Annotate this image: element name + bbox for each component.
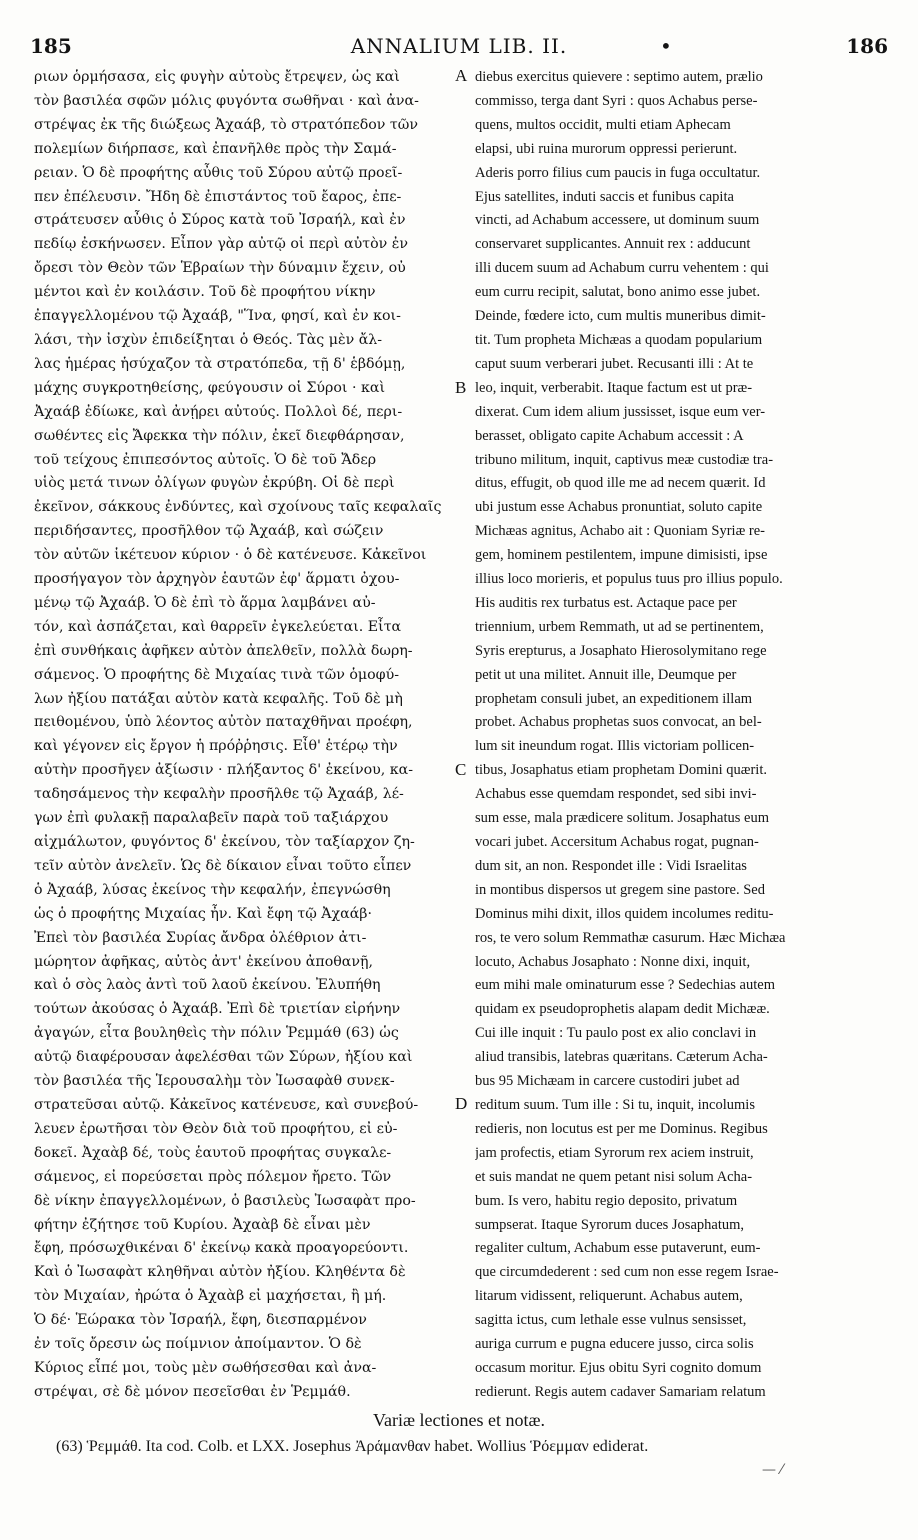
greek-line: αὐτὴν προσῆγεν ἀξίωσιν · πλήξαντος δ' ἐκείνου, κα-	[34, 762, 414, 779]
greek-line: λάσι, τὴν ἰσχὺν ἐπιδείξηται ὁ Θεός. Τὰς μὲν ἄλ-	[34, 331, 383, 348]
latin-line: Syris erepturus, a Josaphato Hierosolymitano rege	[475, 642, 767, 659]
greek-line: πολεμίων διήρπασε, καὶ ἐπανῆλθε πρὸς τὴν Σαμά-	[34, 140, 397, 157]
greek-line: δοκεῖ. Ἀχαὰβ δέ, τοὺς ἑαυτοῦ προφήτας συγκαλε-	[34, 1144, 392, 1161]
latin-line: quens, multos occidit, multi etiam Aphecam	[475, 116, 731, 133]
latin-line: Deinde, fœdere icto, cum multis muneribus dimit-	[475, 308, 766, 325]
greek-line: μώρητον ἀφῆκας, αὐτὸς ἀντ' ἐκείνου ἀποθανῇ,	[34, 953, 373, 970]
latin-line: dum sit, an non. Respondet ille : Vidi Israelitas	[475, 857, 747, 874]
greek-line: στράτευσεν αὖθις ὁ Σύρος κατὰ τοῦ Ἰσραήλ, καὶ ἐν	[34, 212, 406, 229]
latin-line: ros, te vero solum Remmathæ casurum. Hæc Michæa	[475, 929, 786, 946]
greek-line: λων ἠξίου πατάξαι αὐτὸν κατὰ κεφαλῆς. Τοῦ δὲ μὴ	[34, 690, 403, 707]
greek-line: ρειαν. Ὁ δὲ προφήτης αὖθις τοῦ Σύρου αὐτῷ προεῖ-	[34, 164, 403, 181]
greek-line: σωθέντες εἰς Ἄφεκκα τὴν πόλιν, ἐκεῖ διεφθάρησαν,	[34, 427, 405, 444]
greek-line: ὡς ὁ προφήτης Μιχαίας ἦν. Καὶ ἔφη τῷ Ἀχαάβ·	[34, 905, 372, 922]
latin-line: sagitta ictus, cum lethale esse vulnus sensisset,	[475, 1312, 747, 1329]
page-number-right: 186	[846, 34, 888, 58]
greek-line: φήτην ἐζήτησε τοῦ Κυρίου. Ἀχαὰβ δὲ εἶναι μὲν	[34, 1216, 371, 1233]
latin-line: jam profectis, etiam Syrorum rex aciem instruit,	[475, 1144, 754, 1161]
latin-line: illi ducem suum ad Achabum curru vehentem : qui	[475, 260, 769, 277]
latin-line: redierunt. Regis autem cadaver Samariam relatum	[475, 1383, 766, 1400]
greek-line: προσήγαγον τὸν ἀρχηγὸν ἑαυτῶν ἐφ' ἅρματι ὀχου-	[34, 571, 400, 588]
section-marker-b: B	[455, 378, 467, 397]
greek-line: τοῦ τείχους ἐπιπεσόντος αὐτοῖς. Ὁ δὲ τοῦ Ἄδερ	[34, 451, 377, 468]
latin-line: sum esse, mala prædicere solitum. Josaphatus eum	[475, 810, 769, 827]
latin-line: commisso, terga dant Syri : quos Achabus perse-	[475, 92, 758, 109]
latin-line: caput suum verberari jubet. Recusanti illi : At te	[475, 355, 754, 372]
latin-line: sumpserat. Itaque Syrorum duces Josaphatum,	[475, 1216, 745, 1233]
greek-line: ἐπαγγελλομένου τῷ Ἀχαάβ, "Ἵνα, φησί, καὶ ἐν κοι-	[34, 308, 401, 325]
greek-line: στρατεῦσαι αὐτῷ. Κἀκεῖνος κατένευσε, καὶ συνεβού-	[34, 1096, 419, 1113]
latin-line: tit. Tum propheta Michæas a quodam popularium	[475, 331, 763, 348]
greek-line: αἰχμάλωτον, φυγόντος δ' ἐκείνου, τὸν ταξίαρχον ζη-	[34, 834, 415, 850]
greek-line: υἱὸς μετά τινων ὀλίγων φυγὼν ἐκρύβη. Οἱ δὲ περὶ	[34, 475, 395, 492]
latin-line: auriga currum e pugna educere jusso, circa solis	[475, 1336, 754, 1353]
greek-line: ριων ὁρμήσασα, εἰς φυγὴν αὐτοὺς ἔτρεψεν, ὡς καὶ	[34, 69, 400, 85]
latin-line: illius loco morieris, et populus tuus pro illius populo.	[475, 571, 783, 588]
greek-line: λευεν ἐρωτῆσαι τὸν Θεὸν διὰ τοῦ προφήτου, εἰ εὐ-	[34, 1120, 398, 1137]
latin-line: Achabus esse quemdam respondet, sed sibi invi-	[475, 786, 757, 803]
latin-line: in montibus dispersos ut gregem sine pastore. Sed	[475, 881, 765, 898]
latin-line: redieris, non locutus est per me Dominus. Regibus	[475, 1120, 768, 1137]
latin-line: Cui ille inquit : Tu paulo post ex alio conclavi in	[475, 1025, 757, 1042]
section-marker-d: D	[455, 1094, 468, 1113]
latin-line: dixerat. Cum idem alium jussisset, isque eum ver-	[475, 403, 766, 420]
greek-line: γων ἐπὶ φυλακῇ παραλαβεῖν παρὰ τοῦ ταξιάρχου	[34, 810, 389, 827]
latin-line: triennium, urbem Remmath, ut ad se pertinentem,	[475, 618, 764, 635]
latin-line: eum mihi male ominaturum esse ? Sedechias autem	[475, 977, 775, 994]
latin-line: et suis mandat ne quem petant nisi solum Acha-	[475, 1168, 753, 1185]
greek-line: Ἀχαάβ ἐδίωκε, καὶ ἀνῄρει αὐτούς. Πολλοὶ δέ, περι-	[34, 403, 403, 420]
footnote-mark: — ⁄	[762, 1462, 783, 1478]
greek-line: στρέψας ἐκ τῆς διώξεως Ἀχαάβ, τὸ στρατόπεδον τῶν	[34, 116, 418, 133]
greek-line: Ἐπεὶ τὸν βασιλέα Συρίας ἄνδρα ὀλέθριον ἀτι-	[34, 929, 367, 946]
latin-line: litarum vidissent, reliquerunt. Achabus autem,	[475, 1288, 743, 1305]
latin-line: berasset, obligato capite Achabum accessit : A	[475, 427, 744, 444]
greek-line: στρέψαι, σὲ δὲ μόνον πεσεῖσθαι ἐν Ῥεμμάθ.	[34, 1383, 351, 1400]
latin-line: tibus, Josaphatus etiam prophetam Domini quærit.	[475, 762, 767, 779]
latin-line: locuto, Achabus Josaphato : Nonne dixi, inquit,	[475, 953, 751, 970]
greek-column	[34, 66, 450, 1405]
section-marker-c: C	[455, 760, 467, 779]
greek-line: δὲ νίκην ἐπαγγελλομένων, ὁ βασιλεὺς Ἰωσαφὰτ προ-	[34, 1192, 416, 1209]
greek-line: ἀγαγών, εἶτα βουληθεὶς τὴν πόλιν Ῥεμμάθ (63) ὡς	[34, 1025, 399, 1042]
greek-line: μάχης συγκροτηθείσης, φεύγουσιν οἱ Σύροι · καὶ	[34, 379, 386, 396]
greek-line: τὸν βασιλέα τῆς Ἱερουσαλὴμ τὸν Ἰωσαφὰθ συνεκ-	[34, 1073, 395, 1090]
latin-line: vocari jubet. Accersitum Achabus rogat, pugnan-	[475, 834, 759, 850]
greek-line: πεδίῳ ἐσκήνωσεν. Εἶπον γὰρ αὐτῷ οἱ περὶ αὐτὸν ἐν	[34, 236, 409, 253]
greek-line: ἐν τοῖς ὄρεσιν ὡς ποίμνιον ἀποίμαντον. Ὁ δὲ	[34, 1336, 362, 1353]
latin-line: quidam ex pseudoprophetis alapam dedit Michææ.	[475, 1001, 770, 1018]
latin-column	[475, 66, 885, 1405]
greek-line: ἔφη, πρόσωχθικέναι δ' ἐκείνῳ κακὰ προαγορεύοντι.	[34, 1240, 409, 1257]
greek-line: πειθομένου, ὑπὸ λέοντος αὐτὸν παταχθῆναι προέφη,	[34, 714, 413, 731]
latin-line: ubi justum esse Achabus pronuntiat, soluto capite	[475, 499, 763, 516]
greek-line: καὶ ὁ σὸς λαὸς ἀντὶ τοῦ λαοῦ ἐκείνου. Ἐλυπήθη	[34, 977, 381, 994]
greek-line: μένῳ τῷ Ἀχαάβ. Ὁ δὲ ἐπὶ τὸ ἅρμα λαμβάνει αὐ-	[34, 594, 376, 611]
greek-line: ὁ Ἀχαάβ, λύσας ἐκείνος τὴν κεφαλήν, ἐπεγνώσθη	[34, 881, 391, 898]
greek-line: σάμενος. Ὁ προφήτης δὲ Μιχαίας τινὰ τῶν ὁμοφύ-	[34, 666, 399, 683]
page-header	[30, 34, 888, 64]
greek-line: περιδήσαντες, προσῆλθον τῷ Ἀχαάβ, καὶ σώζειν	[34, 523, 384, 540]
greek-line: Κύριος εἶπέ μοι, τοὺς μὲν σωθήσεσθαι καὶ ἀνα-	[34, 1359, 377, 1376]
latin-line: gem, hominem pestilentem, impune dimisisti, ipse	[475, 547, 768, 564]
latin-line: probet. Achabus prophetas suos convocat, an bel-	[475, 714, 762, 731]
greek-line: τούτων ἀκούσας ὁ Ἀχαάβ. Ἐπὶ δὲ τριετίαν εἰρήνην	[34, 1001, 401, 1018]
latin-line: eum curru recipit, salutat, bono animo esse jubet.	[475, 284, 761, 301]
latin-line: Michæas agnitus, Achabo ait : Quoniam Syriæ re-	[475, 523, 765, 540]
latin-line: His auditis rex turbatus est. Actaque pace per	[475, 594, 737, 611]
greek-line: ἐκεῖνον, σάκκους ἐνδύντες, καὶ σχοίνους ταῖς κεφαλαῖς	[34, 499, 442, 516]
page-number-left: 185	[30, 34, 72, 58]
latin-line: bum. Is vero, habitu regio deposito, privatum	[475, 1192, 738, 1209]
latin-line: prophetam consuli jubet, an expeditionem illam	[475, 690, 753, 707]
latin-line: ditus, effugit, ob quod ille me ad necem quærit. Id	[475, 475, 766, 492]
greek-line: τὸν βασιλέα σφῶν μόλις φυγόντα σωθῆναι · καὶ ἀνα-	[34, 92, 419, 109]
greek-line: τὸν Μιχαίαν, ἠρώτα ὁ Ἀχαὰβ εἰ μαχήσεται, ἢ μή.	[34, 1288, 387, 1305]
greek-line: ταδησάμενος τὴν κεφαλὴν προσῆλθε τῷ Ἀχαάβ, λέ-	[34, 786, 404, 803]
latin-line: Ejus satellites, induti saccis et funibus capita	[475, 188, 734, 205]
latin-line: tribuno militum, inquit, captivus meæ custodiæ tra-	[475, 451, 774, 468]
latin-line: elapsi, ubi ruina murorum oppressi perierunt.	[475, 140, 738, 157]
greek-line: ὄρεσι τὸν Θεὸν τῶν Ἑβραίων τὴν δύναμιν ἔχειν, οὐ	[34, 260, 406, 277]
latin-line: petit ut una militet. Annuit ille, Deumque per	[475, 666, 737, 683]
latin-line: lum sit ineundum rogat. Illis victoriam pollicen-	[475, 738, 755, 755]
footnote-number: (63)	[56, 1438, 83, 1455]
greek-line: Καὶ ὁ Ἰωσαφὰτ κληθῆναι αὐτὸν ἠξίου. Κληθέντα δὲ	[34, 1264, 406, 1281]
greek-line: πεν ἐπέλευσιν. Ἤδη δὲ ἐπιστάντος τοῦ ἔαρος, ἐπε-	[34, 188, 402, 205]
latin-line: bus 95 Michæam in carcere custodiri jubet ad	[475, 1073, 740, 1090]
latin-line: occasum moritur. Ejus obitu Syri cognito domum	[475, 1359, 762, 1376]
latin-line: leo, inquit, verberabit. Itaque factum est ut præ-	[475, 379, 753, 396]
greek-line: αὐτῷ διαφέρουσαν ἀφελέσθαι τῶν Σύρων, ἠξίου καὶ	[34, 1049, 413, 1066]
running-title: ANNALIUM LIB. II.	[350, 34, 568, 58]
greek-line: τεῖν αὐτὸν ἀνελεῖν. Ὡς δὲ δίκαιον εἶναι τοῦτο εἶπεν	[34, 857, 412, 874]
latin-line: aliud transibis, latebras quæritans. Cæterum Acha-	[475, 1049, 768, 1066]
latin-line: Aderis porro filius cum paucis in fuga occultatur.	[475, 164, 761, 181]
greek-line: λας ἡμέρας ἡσύχαζον τὰ στρατόπεδα, τῇ δ' ἑβδόμῃ,	[34, 355, 406, 372]
greek-line: σάμενος, εἰ πορεύσεται πρὸς πόλεμον ἤρετο. Τῶν	[34, 1168, 392, 1185]
latin-line: diebus exercitus quievere : septimo autem, prælio	[475, 69, 763, 85]
latin-line: que circumdederent : sed cum non esse regem Israe-	[475, 1264, 779, 1281]
greek-line: τὸν αὐτῶν ἱκέτευον κύριον · ὁ δὲ κατένευσε. Κἀκεῖνοι	[34, 547, 427, 564]
latin-line: reditum suum. Tum ille : Si tu, inquit, incolumis	[475, 1096, 755, 1113]
header-dot: •	[660, 34, 672, 58]
notes-title: Variæ lectiones et notæ.	[373, 1410, 545, 1430]
greek-line: ἐπὶ συνθήκαις ἀφῆκεν αὐτὸν ἀπελθεῖν, πολλὰ δωρη-	[34, 642, 413, 659]
footnote	[56, 1438, 896, 1456]
greek-line: μέντοι καὶ ἐν κοιλάσιν. Τοῦ δὲ προφήτου νίκην	[34, 284, 376, 301]
greek-line: τόν, καὶ ἀσπάζεται, καὶ θαρρεῖν ἐγκελεύεται. Εἶτα	[34, 618, 402, 635]
section-marker-a: A	[455, 66, 468, 85]
footnote-text: Ῥεμμάθ. Ita cod. Colb. et LXX. Josephus Ἀράμανθαν habet. Wollius Ῥόεμμαν ediderat.	[86, 1438, 649, 1455]
greek-line: Ὁ δέ· Ἑώρακα τὸν Ἰσραήλ, ἔφη, διεσπαρμένον	[34, 1312, 367, 1329]
latin-line: regaliter cultum, Achabum esse putaverunt, eum-	[475, 1240, 761, 1257]
latin-line: Dominus mihi dixit, illos quidem incolumes reditu-	[475, 905, 774, 922]
greek-line: καὶ γέγονεν εἰς ἔργον ἡ πρόῤῥησις. Εἶθ' ἑτέρῳ τὴν	[34, 738, 398, 755]
latin-line: conservaret supplicantes. Annuit rex : adducunt	[475, 236, 751, 253]
latin-line: vincti, ad Achabum accessere, ut dominum suum	[475, 212, 760, 229]
